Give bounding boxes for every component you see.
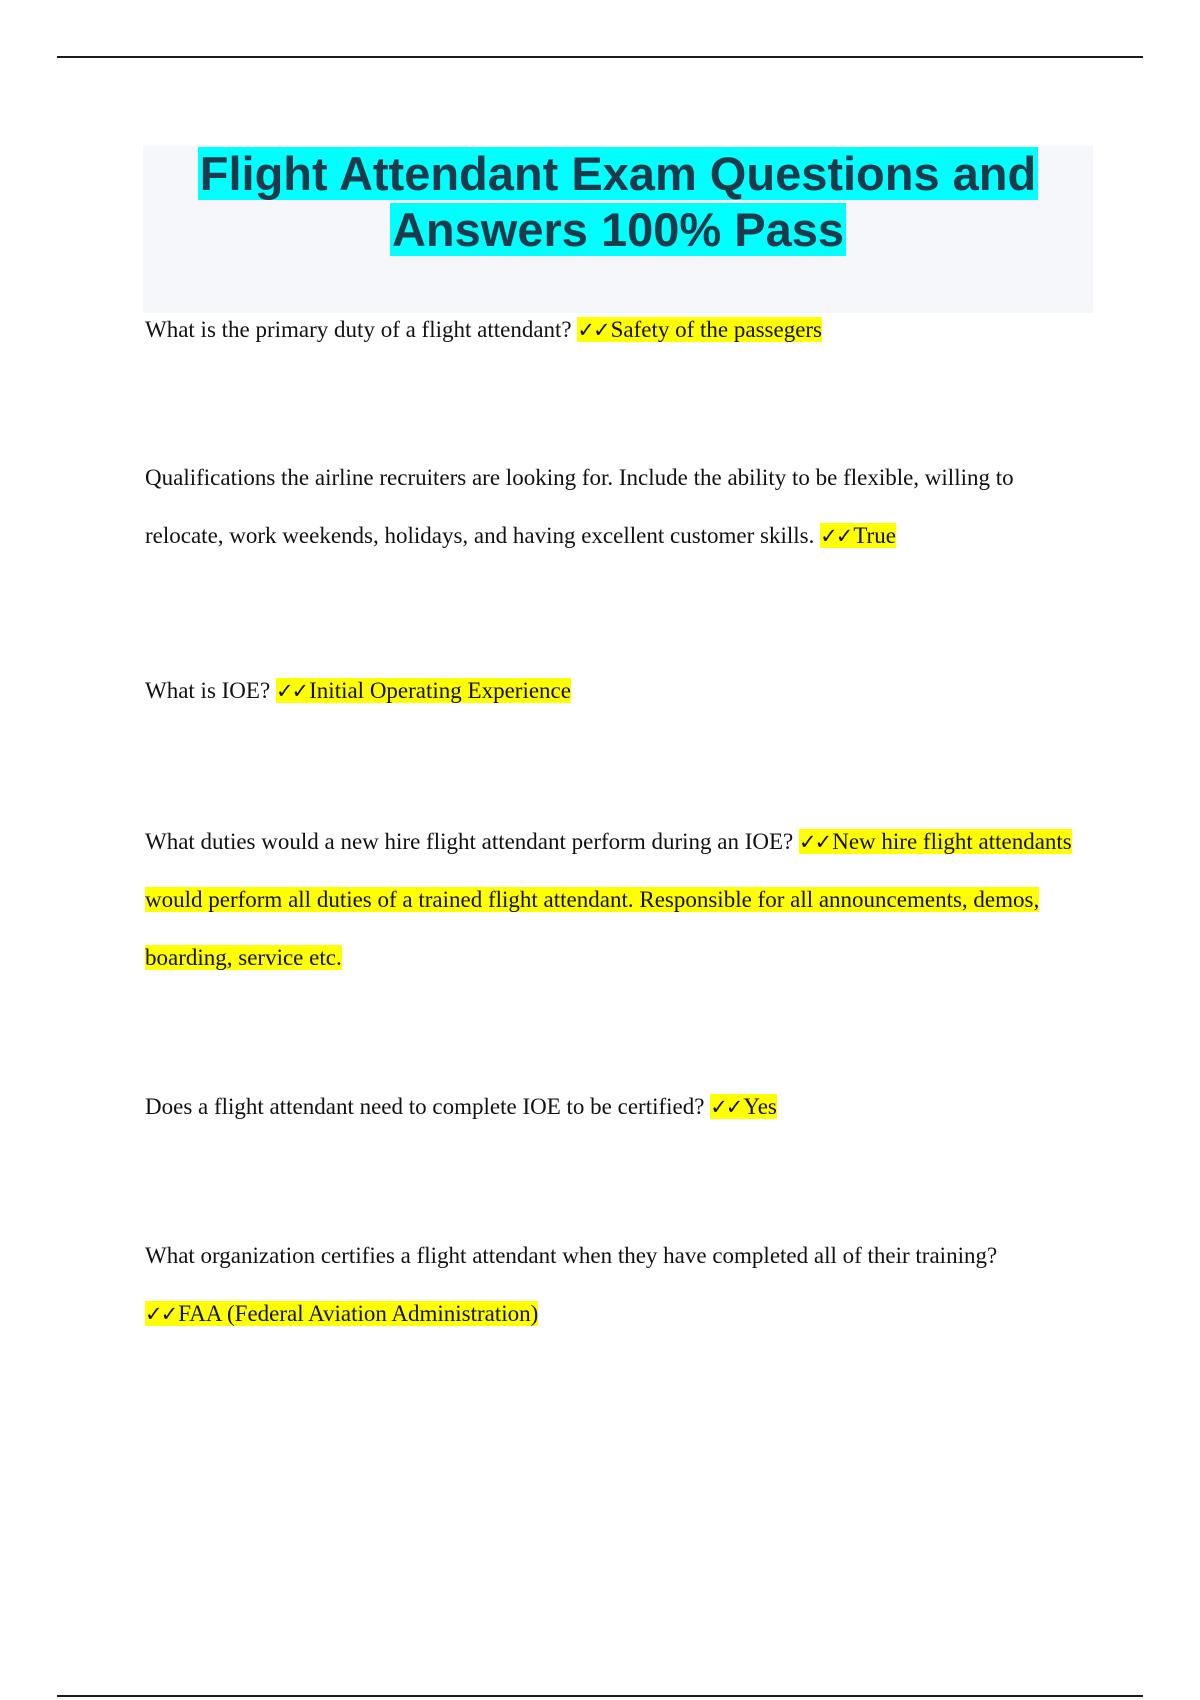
question-6: What organization certifies a flight attendant when they have completed all of their training? <box>145 1243 998 1268</box>
answer-1 <box>577 317 822 342</box>
qa-item-4 <box>145 813 1075 987</box>
answer-3 <box>276 678 571 703</box>
answer-6 <box>145 1301 538 1326</box>
qa-item-1 <box>145 301 1075 359</box>
check-icon: ✓✓ <box>820 524 852 548</box>
answer-2 <box>820 523 896 548</box>
check-icon: ✓✓ <box>799 830 831 854</box>
question-5: Does a flight attendant need to complete IOE to be certified? <box>145 1094 705 1119</box>
check-icon: ✓✓ <box>710 1095 742 1119</box>
qa-item-2 <box>145 449 1075 565</box>
answer-1-text: Safety of the passegers <box>610 317 823 342</box>
check-icon: ✓✓ <box>145 1302 177 1326</box>
qa-item-3 <box>145 662 1075 720</box>
answer-5-text: Yes <box>743 1094 777 1119</box>
qa-item-6 <box>145 1227 1075 1343</box>
bottom-rule <box>57 1695 1143 1697</box>
check-icon: ✓✓ <box>275 679 308 703</box>
top-rule <box>57 56 1143 58</box>
title-line-2: Answers 100% Pass <box>391 203 844 256</box>
qa-item-5 <box>145 1078 1075 1136</box>
question-4: What duties would a new hire flight attendant perform during an IOE? <box>145 829 794 854</box>
answer-6-text: FAA (Federal Aviation Administration) <box>178 1301 539 1326</box>
document-title <box>143 146 1093 258</box>
question-3: What is IOE? <box>145 678 271 703</box>
title-line-1: Flight Attendant Exam Questions and <box>199 147 1037 200</box>
answer-3-text: Initial Operating Experience <box>309 678 571 703</box>
answer-5 <box>710 1094 777 1119</box>
question-2: Qualifications the airline recruiters are looking for. Include the ability to be flexible, willing to relocate, work weekends, holidays, and having excellent customer skills. <box>145 465 1014 548</box>
answer-4-text: New hire flight attendants would perform all duties of a trained flight attendant. Responsible for all announcements, demos, boarding, service etc. <box>145 829 1072 970</box>
title-block <box>143 146 1093 313</box>
check-icon: ✓✓ <box>577 318 609 342</box>
question-1: What is the primary duty of a flight attendant? <box>145 317 572 342</box>
answer-2-text: True <box>853 523 896 548</box>
